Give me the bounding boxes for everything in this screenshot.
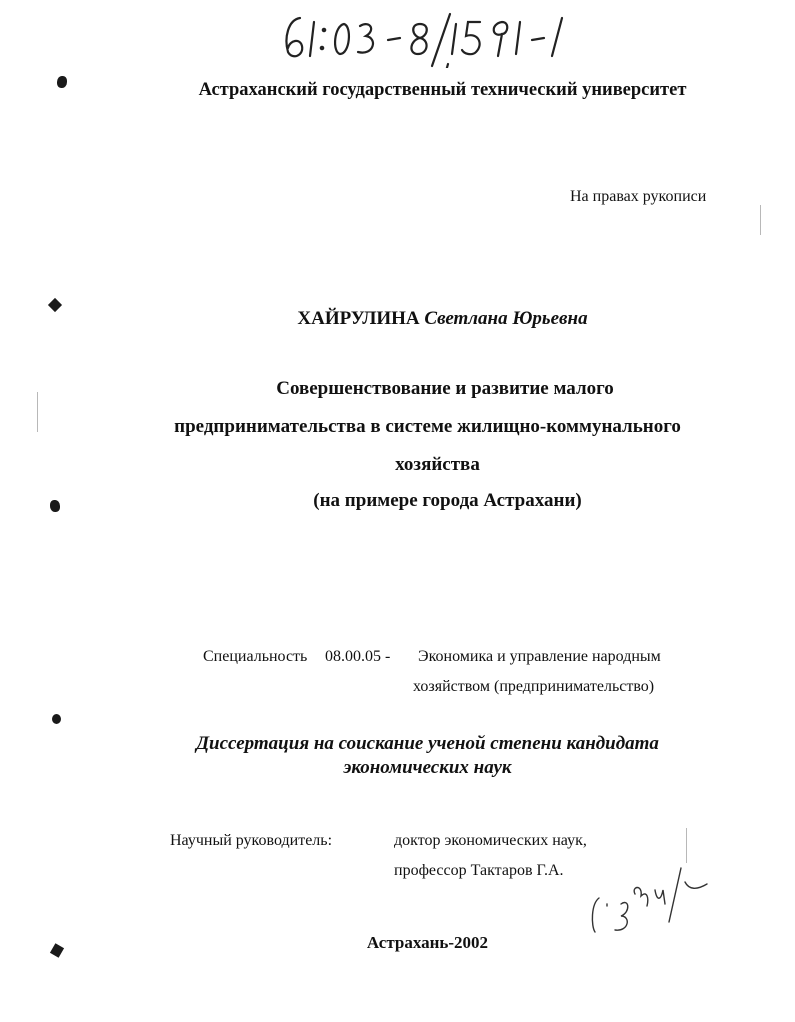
specialty-label: Специальность <box>203 648 308 665</box>
author-name <box>0 308 795 330</box>
university-name: Астраханский государственный технический университет <box>198 80 687 100</box>
margin-mark <box>52 714 61 724</box>
title-line-4: (на примере города Астрахани) <box>313 490 582 511</box>
author-given-names: Светлана Юрьевна <box>424 308 588 329</box>
title-line-2: предпринимательства в системе жилищно-коммунального <box>174 416 681 437</box>
signature <box>585 860 715 940</box>
scan-line <box>760 205 761 235</box>
rights-note: На правах рукописи <box>570 188 707 205</box>
supervisor-line-1: доктор экономических наук, <box>394 832 587 849</box>
supervisor-label: Научный руководитель: <box>170 832 333 849</box>
specialty-name-line-1: Экономика и управление народным <box>418 648 661 665</box>
title-line-1: Совершенствование и развитие малого <box>276 378 614 399</box>
specialty-code: 08.00.05 - <box>325 648 391 665</box>
archive-code-handwriting <box>270 8 600 68</box>
supervisor-line-2: профессор Тактаров Г.А. <box>394 862 564 879</box>
title-line-3: хозяйства <box>395 454 480 475</box>
author-surname: ХАЙРУЛИНА <box>297 308 420 329</box>
scan-line <box>686 828 687 863</box>
degree-line-1: Диссертация на соискание ученой степени кандидата <box>196 733 659 754</box>
degree-line-2: экономических наук <box>343 757 512 778</box>
city-year: Астрахань-2002 <box>366 933 489 952</box>
specialty-name-line-2: хозяйством (предпринимательство) <box>413 678 655 695</box>
